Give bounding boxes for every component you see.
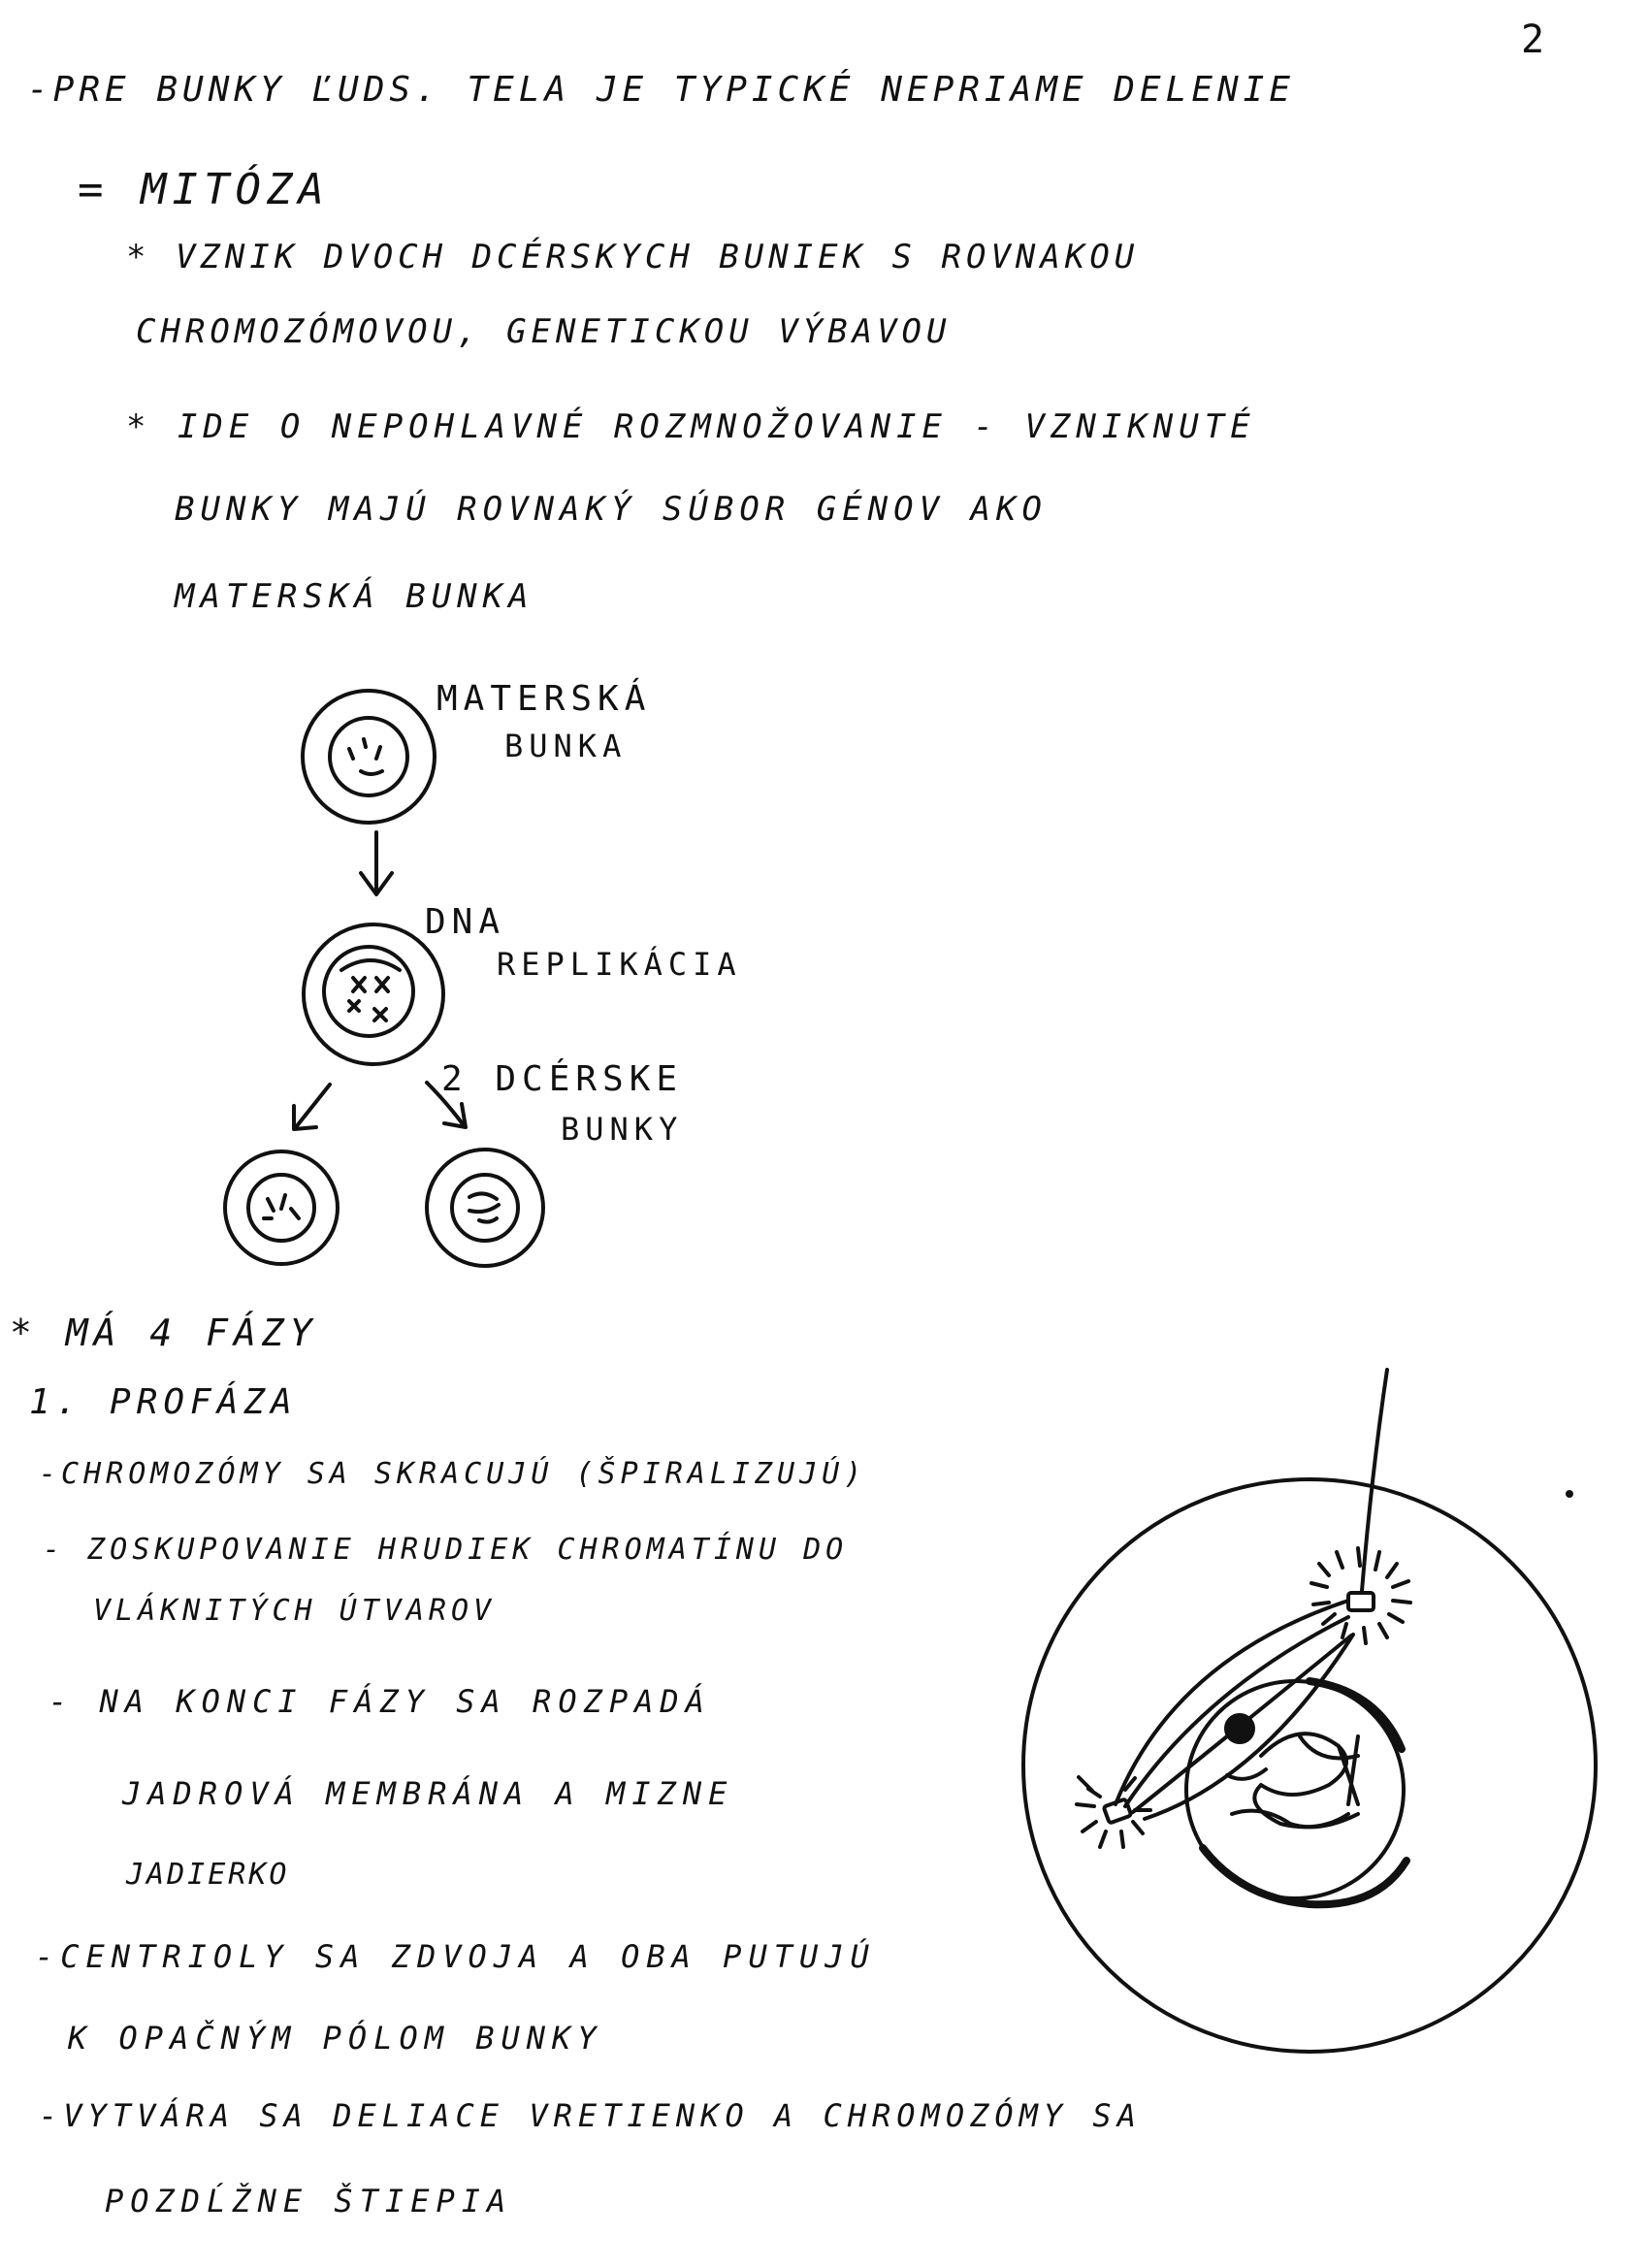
prophase-point-5-line-2: POZDĹŽNE ŠTIEPIA (105, 2183, 513, 2219)
arrow-down-icon (361, 832, 392, 894)
bullet-1-line-1: * VZNIK DVOCH DCÉRSKYCH BUNIEK S ROVNAKOU (126, 238, 1140, 276)
intro-line-2-mitoza: = MITÓZA (78, 165, 330, 214)
intro-line-1: -PRE BUNKY ĽUDS. TELA JE TYPICKÉ NEPRIAME DELENIE (27, 70, 1296, 110)
prophase-point-3-line-1: - NA KONCI FÁZY SA ROZPADÁ (48, 1683, 711, 1720)
mother-cell-label-2: BUNKA (504, 728, 628, 764)
phases-count: * MÁ 4 FÁZY (10, 1312, 318, 1354)
bullet-2-line-1: * IDE O NEPOHLAVNÉ ROZMNOŽOVANIE - VZNIKNUTÉ (126, 407, 1256, 446)
dna-replication-cell (304, 924, 443, 1064)
prophase-point-4-line-1: -CENTRIOLY SA ZDVOJA A OBA PUTUJÚ (35, 1938, 876, 1975)
daughter-cell-right (427, 1150, 543, 1266)
arrow-down-right-icon (427, 1083, 466, 1127)
mother-cell-label-1: MATERSKÁ (436, 679, 652, 719)
dna-label: DNA (425, 902, 506, 942)
prophase-point-4-line-2: K OPAČNÝM PÓLOM BUNKY (68, 2020, 603, 2057)
replication-label: REPLIKÁCIA (497, 946, 742, 983)
bullet-2-line-3: MATERSKÁ BUNKA (175, 577, 534, 616)
prophase-cell (1023, 1370, 1596, 2052)
mother-cell (303, 691, 435, 823)
prophase-point-2-line-1: - ZOSKUPOVANIE HRUDIEK CHROMATÍNU DO (43, 1533, 849, 1567)
bullet-2-line-2: BUNKY MAJÚ ROVNAKÝ SÚBOR GÉNOV AKO (175, 490, 1048, 529)
prophase-title: 1. PROFÁZA (29, 1382, 298, 1422)
prophase-point-3-line-2: JADROVÁ MEMBRÁNA A MIZNE (122, 1775, 734, 1812)
prophase-point-2-line-2: VLÁKNITÝCH ÚTVAROV (93, 1594, 497, 1628)
page-number: 2 (1521, 17, 1551, 62)
daughter-cells-label-1: 2 DCÉRSKE (441, 1059, 684, 1099)
arrow-down-left-icon (294, 1085, 330, 1129)
stray-dot (1568, 1492, 1571, 1496)
bullet-1-line-2: CHROMOZÓMOVOU, GENETICKOU VÝBAVOU (136, 312, 952, 351)
daughter-cells-label-2: BUNKY (561, 1111, 684, 1148)
daughter-cell-left (225, 1151, 338, 1264)
prophase-point-1: -CHROMOZÓMY SA SKRACUJÚ (ŠPIRALIZUJÚ) (39, 1457, 867, 1491)
prophase-point-5-line-1: -VYTVÁRA SA DELIACE VRETIENKO A CHROMOZÓMY SA (39, 2097, 1142, 2134)
prophase-point-3-line-3: JADIERKO (126, 1858, 290, 1892)
